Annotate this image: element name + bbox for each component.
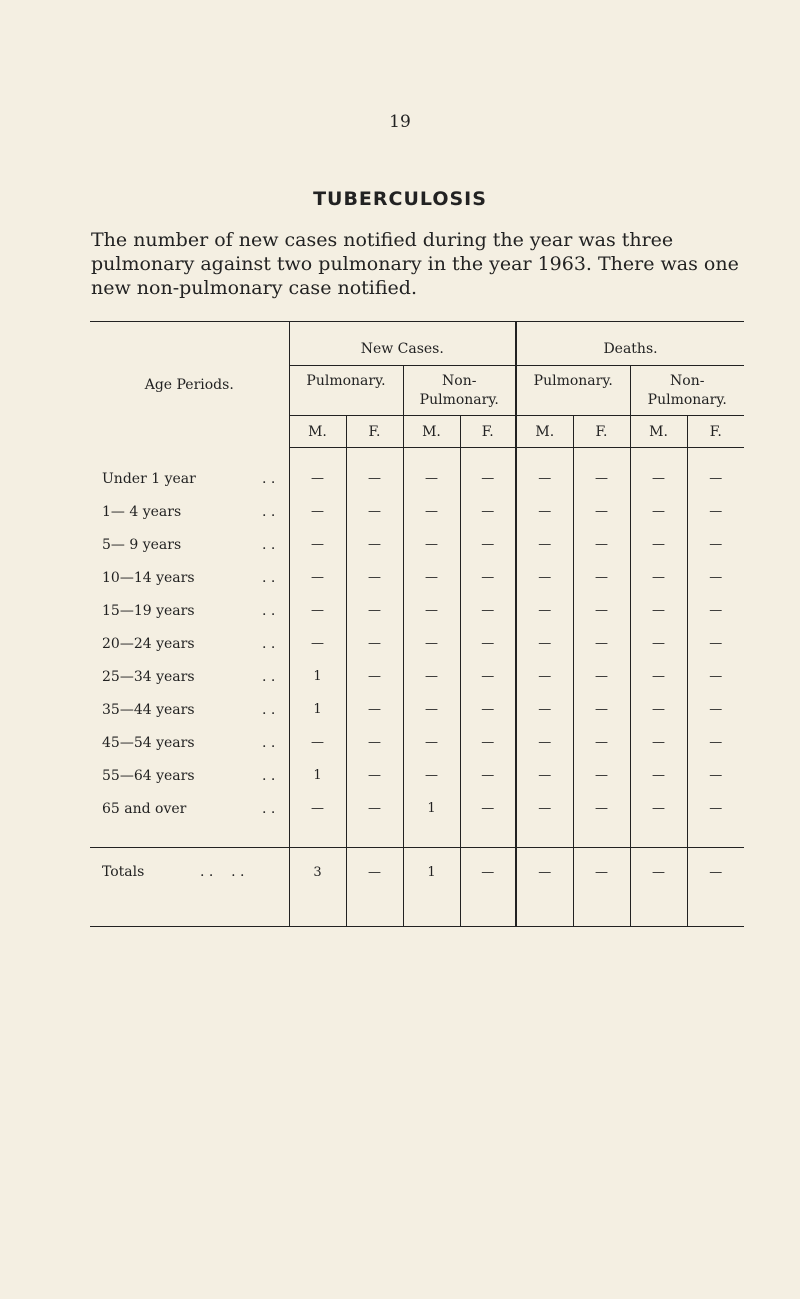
- value-cell: —: [687, 561, 744, 594]
- value-cell: 1: [403, 848, 460, 897]
- leader-dots: . .: [262, 602, 276, 619]
- totals-row: [90, 848, 744, 897]
- leader-dots: . . . .: [200, 864, 245, 880]
- value-cell: —: [516, 495, 573, 528]
- value-cell: —: [630, 848, 687, 897]
- m-header: M.: [516, 416, 573, 448]
- table-row: [90, 528, 744, 561]
- value-cell: —: [460, 462, 516, 495]
- value-cell: —: [311, 801, 324, 816]
- value-cell: —: [516, 726, 573, 759]
- value-cell: —: [311, 504, 324, 519]
- f-header: F.: [687, 416, 744, 448]
- value-cell: —: [516, 528, 573, 561]
- leader-dots: . .: [262, 635, 276, 652]
- table-row: [90, 792, 744, 825]
- m-header: M.: [403, 416, 460, 448]
- age-period-cell: [90, 660, 289, 693]
- value-cell: —: [630, 594, 687, 627]
- table-row: [90, 693, 744, 726]
- leader-dots: . .: [262, 767, 276, 784]
- value-cell: 1: [403, 792, 460, 825]
- value-cell: —: [573, 528, 630, 561]
- age-period-cell: [90, 627, 289, 660]
- leader-dots: . .: [262, 668, 276, 685]
- age-period-label: 15—19 years: [102, 602, 195, 619]
- table-row: [90, 495, 744, 528]
- value-cell: —: [346, 848, 403, 897]
- age-period-label: 25—34 years: [102, 668, 195, 685]
- value-cell: —: [516, 693, 573, 726]
- value-cell: 1: [313, 702, 322, 717]
- tuberculosis-table: [90, 321, 744, 927]
- m-header: M.: [630, 416, 687, 448]
- value-cell: —: [346, 693, 403, 726]
- value-cell: —: [630, 759, 687, 792]
- value-cell: —: [403, 759, 460, 792]
- value-cell: —: [687, 759, 744, 792]
- age-period-cell: [90, 495, 289, 528]
- leader-dots: . .: [262, 503, 276, 520]
- value-cell: —: [630, 462, 687, 495]
- value-cell: —: [516, 561, 573, 594]
- f-header: F.: [460, 416, 516, 448]
- value-cell: —: [346, 495, 403, 528]
- value-cell: —: [346, 759, 403, 792]
- value-cell: —: [630, 495, 687, 528]
- value-cell: —: [346, 462, 403, 495]
- value-cell: —: [311, 636, 324, 651]
- value-cell: —: [403, 627, 460, 660]
- value-cell: —: [516, 792, 573, 825]
- m-header: M.: [289, 416, 346, 448]
- intro-paragraph: The number of new cases notified during the year was three pulmonary against two pulmonary in the year 1963. There was one new non-pulmonary case notified.: [91, 229, 739, 299]
- value-cell: —: [460, 594, 516, 627]
- new-cases-header: New Cases.: [289, 322, 516, 366]
- value-cell: —: [460, 792, 516, 825]
- deaths-non-pulmonary-header: Non- Pulmonary.: [630, 366, 744, 416]
- value-cell: —: [573, 561, 630, 594]
- value-cell: —: [573, 792, 630, 825]
- value-cell: —: [460, 528, 516, 561]
- table-row: [90, 561, 744, 594]
- value-cell: —: [516, 759, 573, 792]
- value-cell: —: [460, 495, 516, 528]
- value-cell: —: [573, 759, 630, 792]
- deaths-pulmonary-header: Pulmonary.: [516, 366, 630, 416]
- value-cell: —: [630, 693, 687, 726]
- value-cell: —: [460, 660, 516, 693]
- value-cell: —: [516, 627, 573, 660]
- page-title: TUBERCULOSIS: [313, 188, 487, 210]
- age-period-label: 45—54 years: [102, 734, 195, 751]
- table-row: [90, 660, 744, 693]
- age-period-cell: [90, 594, 289, 627]
- value-cell: —: [573, 848, 630, 897]
- value-cell: —: [346, 561, 403, 594]
- value-cell: —: [403, 726, 460, 759]
- value-cell: —: [403, 660, 460, 693]
- value-cell: —: [516, 462, 573, 495]
- value-cell: —: [630, 627, 687, 660]
- value-cell: —: [403, 594, 460, 627]
- value-cell: 1: [313, 669, 322, 684]
- f-header: F.: [573, 416, 630, 448]
- value-cell: —: [687, 462, 744, 495]
- value-cell: —: [346, 660, 403, 693]
- age-period-cell: [90, 462, 289, 495]
- table-row: [90, 726, 744, 759]
- age-period-cell: [90, 792, 289, 825]
- age-period-label: 65 and over: [102, 800, 187, 817]
- age-period-label: 10—14 years: [102, 569, 195, 586]
- value-cell: —: [573, 594, 630, 627]
- deaths-header: Deaths.: [516, 322, 744, 366]
- value-cell: —: [311, 471, 324, 486]
- table-body: [90, 448, 744, 927]
- value-cell: —: [687, 726, 744, 759]
- value-cell: —: [573, 726, 630, 759]
- age-period-label: 1— 4 years: [102, 503, 182, 520]
- table-row: [90, 594, 744, 627]
- value-cell: —: [346, 594, 403, 627]
- value-cell: 1: [313, 768, 322, 783]
- age-period-label: 35—44 years: [102, 701, 195, 718]
- leader-dots: . .: [262, 701, 276, 718]
- table-row: [90, 627, 744, 660]
- value-cell: —: [630, 792, 687, 825]
- age-period-cell: [90, 561, 289, 594]
- value-cell: —: [573, 495, 630, 528]
- value-cell: —: [687, 495, 744, 528]
- new-pulmonary-header: Pulmonary.: [289, 366, 403, 416]
- value-cell: —: [573, 693, 630, 726]
- value-cell: —: [516, 594, 573, 627]
- value-cell: —: [687, 693, 744, 726]
- totals-label-cell: [90, 848, 289, 897]
- age-period-label: 55—64 years: [102, 767, 195, 784]
- table-row: [90, 759, 744, 792]
- value-cell: —: [311, 570, 324, 585]
- value-cell: —: [460, 848, 516, 897]
- value-cell: —: [403, 561, 460, 594]
- leader-dots: . .: [262, 470, 276, 487]
- value-cell: —: [403, 462, 460, 495]
- value-cell: —: [573, 660, 630, 693]
- value-cell: 3: [313, 864, 322, 880]
- age-period-cell: [90, 759, 289, 792]
- age-period-label: 5— 9 years: [102, 536, 182, 553]
- value-cell: —: [311, 603, 324, 618]
- value-cell: —: [516, 660, 573, 693]
- value-cell: —: [687, 848, 744, 897]
- value-cell: —: [687, 792, 744, 825]
- age-period-cell: [90, 693, 289, 726]
- value-cell: —: [346, 792, 403, 825]
- value-cell: —: [630, 528, 687, 561]
- table-row: [90, 462, 744, 495]
- new-non-pulmonary-header: Non- Pulmonary.: [403, 366, 516, 416]
- value-cell: —: [630, 660, 687, 693]
- leader-dots: . .: [262, 734, 276, 751]
- value-cell: —: [346, 528, 403, 561]
- value-cell: —: [403, 693, 460, 726]
- value-cell: —: [403, 495, 460, 528]
- value-cell: —: [346, 627, 403, 660]
- value-cell: —: [403, 528, 460, 561]
- value-cell: —: [460, 693, 516, 726]
- leader-dots: . .: [262, 536, 276, 553]
- value-cell: —: [516, 848, 573, 897]
- age-period-cell: [90, 528, 289, 561]
- totals-label: Totals: [102, 864, 145, 880]
- age-periods-header: Age Periods.: [90, 322, 289, 448]
- leader-dots: . .: [262, 800, 276, 817]
- value-cell: —: [687, 528, 744, 561]
- value-cell: —: [346, 726, 403, 759]
- value-cell: —: [460, 561, 516, 594]
- value-cell: —: [687, 594, 744, 627]
- value-cell: —: [460, 726, 516, 759]
- value-cell: —: [630, 726, 687, 759]
- age-period-label: 20—24 years: [102, 635, 195, 652]
- value-cell: —: [630, 561, 687, 594]
- leader-dots: . .: [262, 569, 276, 586]
- page-number: 19: [389, 112, 411, 132]
- value-cell: —: [311, 735, 324, 750]
- value-cell: —: [460, 627, 516, 660]
- value-cell: —: [687, 660, 744, 693]
- value-cell: —: [460, 759, 516, 792]
- f-header: F.: [346, 416, 403, 448]
- value-cell: —: [687, 627, 744, 660]
- value-cell: —: [573, 627, 630, 660]
- value-cell: —: [573, 462, 630, 495]
- age-period-cell: [90, 726, 289, 759]
- age-period-label: Under 1 year: [102, 470, 196, 487]
- value-cell: —: [311, 537, 324, 552]
